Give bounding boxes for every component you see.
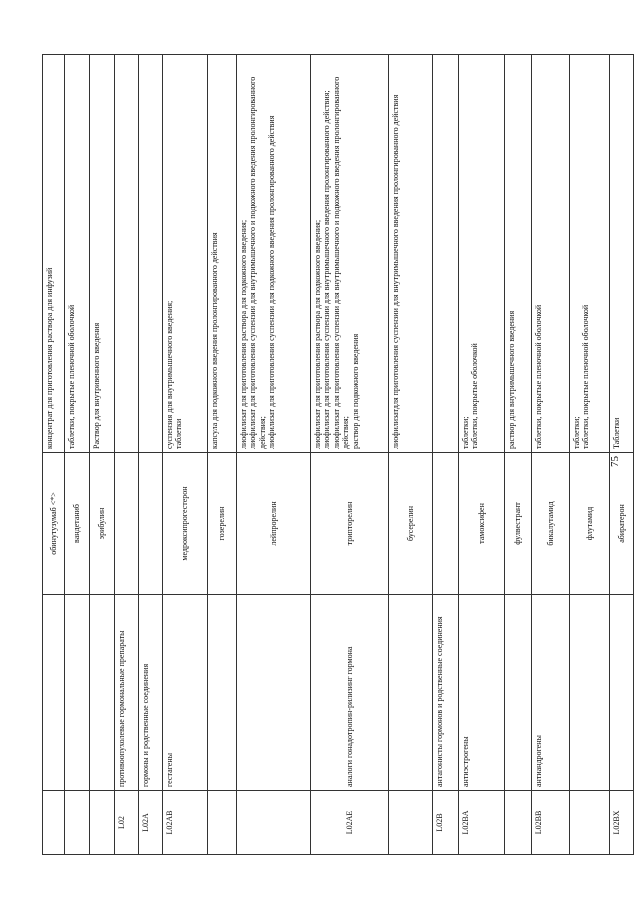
table-row (237, 55, 311, 855)
atc-code-cell (208, 791, 237, 855)
table-row (433, 55, 459, 855)
drug-name-cell (433, 453, 459, 595)
drug-name-cell: абиратерон (610, 453, 634, 595)
atc-code-cell: L02AE (311, 791, 389, 855)
dosage-form-cell: таблетки; таблетки, покрытые пленочной оболочкой (570, 55, 610, 453)
drug-name-cell: обинутузумаб <*> (43, 453, 65, 595)
atc-code-cell: L02AB (163, 791, 208, 855)
drug-list-table (42, 54, 634, 855)
group-name-cell: антагонисты гормонов и родственные соединения (433, 595, 459, 791)
drug-name-cell: лейпрорелин (237, 453, 311, 595)
atc-code-cell: L02BX (610, 791, 634, 855)
page-number: 75 (609, 456, 621, 467)
drug-name-cell: тамоксифен (459, 453, 505, 595)
drug-name-cell (115, 453, 139, 595)
group-name-cell: антиэстрогены (459, 595, 505, 791)
dosage-form-cell (115, 55, 139, 453)
drug-name-cell: вандетаниб (65, 453, 90, 595)
dosage-form-cell: Таблетки (610, 55, 634, 453)
table-row (311, 55, 389, 855)
table-row (163, 55, 208, 855)
atc-code-cell (43, 791, 65, 855)
group-name-cell (65, 595, 90, 791)
table-row (505, 55, 532, 855)
group-name-cell: гормоны и родственные соединения (139, 595, 163, 791)
dosage-form-cell: Раствор для внутривенного введения (90, 55, 115, 453)
drug-name-cell: бикалутамид (532, 453, 570, 595)
dosage-form-cell: лиофилизат для приготовления раствора для подкожного введения; лиофилизат для приготовления суспензии для внутримышечного и подкожного введения пролонгированного действия; лиофилизат для приготовления суспензии для подкожного введения пролонгированного действия (237, 55, 311, 453)
group-name-cell (610, 595, 634, 791)
drug-name-cell: гозерелин (208, 453, 237, 595)
group-name-cell: гестагены (163, 595, 208, 791)
drug-name-cell: медроксипрогестерон (163, 453, 208, 595)
group-name-cell (43, 595, 65, 791)
dosage-form-cell: таблетки, покрытые пленочной оболочкой (532, 55, 570, 453)
group-name-cell (90, 595, 115, 791)
dosage-form-cell: суспензия для внутримышечного введения; таблетки (163, 55, 208, 453)
dosage-form-cell: концентрат для приготовления раствора для инфузий (43, 55, 65, 453)
atc-code-cell (505, 791, 532, 855)
dosage-form-cell (139, 55, 163, 453)
atc-code-cell (90, 791, 115, 855)
group-name-cell (237, 595, 311, 791)
drug-name-cell (139, 453, 163, 595)
dosage-form-cell: раствор для внутримышечного введения (505, 55, 532, 453)
group-name-cell (570, 595, 610, 791)
atc-code-cell: L02 (115, 791, 139, 855)
group-name-cell: противоопухолевые гормональные препараты (115, 595, 139, 791)
group-name-cell (505, 595, 532, 791)
table-row (610, 55, 634, 855)
dosage-form-cell (433, 55, 459, 453)
dosage-form-cell: капсула для подкожного введения пролонгированного действия (208, 55, 237, 453)
drug-name-cell: трипторелин (311, 453, 389, 595)
drug-name-cell: эрибулин (90, 453, 115, 595)
table-row (115, 55, 139, 855)
atc-code-cell: L02BB (532, 791, 570, 855)
table-row (532, 55, 570, 855)
dosage-form-cell: лиофилизатдля приготовления суспензии для внутримышечного введения пролонгированного действия (389, 55, 433, 453)
atc-code-cell (389, 791, 433, 855)
dosage-form-cell: таблетки; таблетки, покрытые оболочкой (459, 55, 505, 453)
table-row (208, 55, 237, 855)
group-name-cell (208, 595, 237, 791)
table-row (43, 55, 65, 855)
table-row (65, 55, 90, 855)
atc-code-cell: L02A (139, 791, 163, 855)
dosage-form-cell: таблетки, покрытые пленочной оболочкой (65, 55, 90, 453)
drug-name-cell: фулвестрант (505, 453, 532, 595)
drug-name-cell: флутамид (570, 453, 610, 595)
drug-name-cell: бусерелин (389, 453, 433, 595)
group-name-cell (389, 595, 433, 791)
atc-code-cell (237, 791, 311, 855)
table-row (90, 55, 115, 855)
table-row (570, 55, 610, 855)
group-name-cell: аналоги гонадотропин-рилизинг гормона (311, 595, 389, 791)
dosage-form-cell: лиофилизат для приготовления раствора для подкожного введения; лиофилизат для приготовления суспензии для внутримышечного введения пролонгированного действия; лиофилизат для приготовления суспензии для внутримышечного и подкожного введения пролонгированного действия; раствор для подкожного введения (311, 55, 389, 453)
group-name-cell: антиандрогены (532, 595, 570, 791)
table-row (139, 55, 163, 855)
atc-code-cell: L02BA (459, 791, 505, 855)
table-row (459, 55, 505, 855)
table-row (389, 55, 433, 855)
atc-code-cell (570, 791, 610, 855)
atc-code-cell (65, 791, 90, 855)
atc-code-cell: L02B (433, 791, 459, 855)
